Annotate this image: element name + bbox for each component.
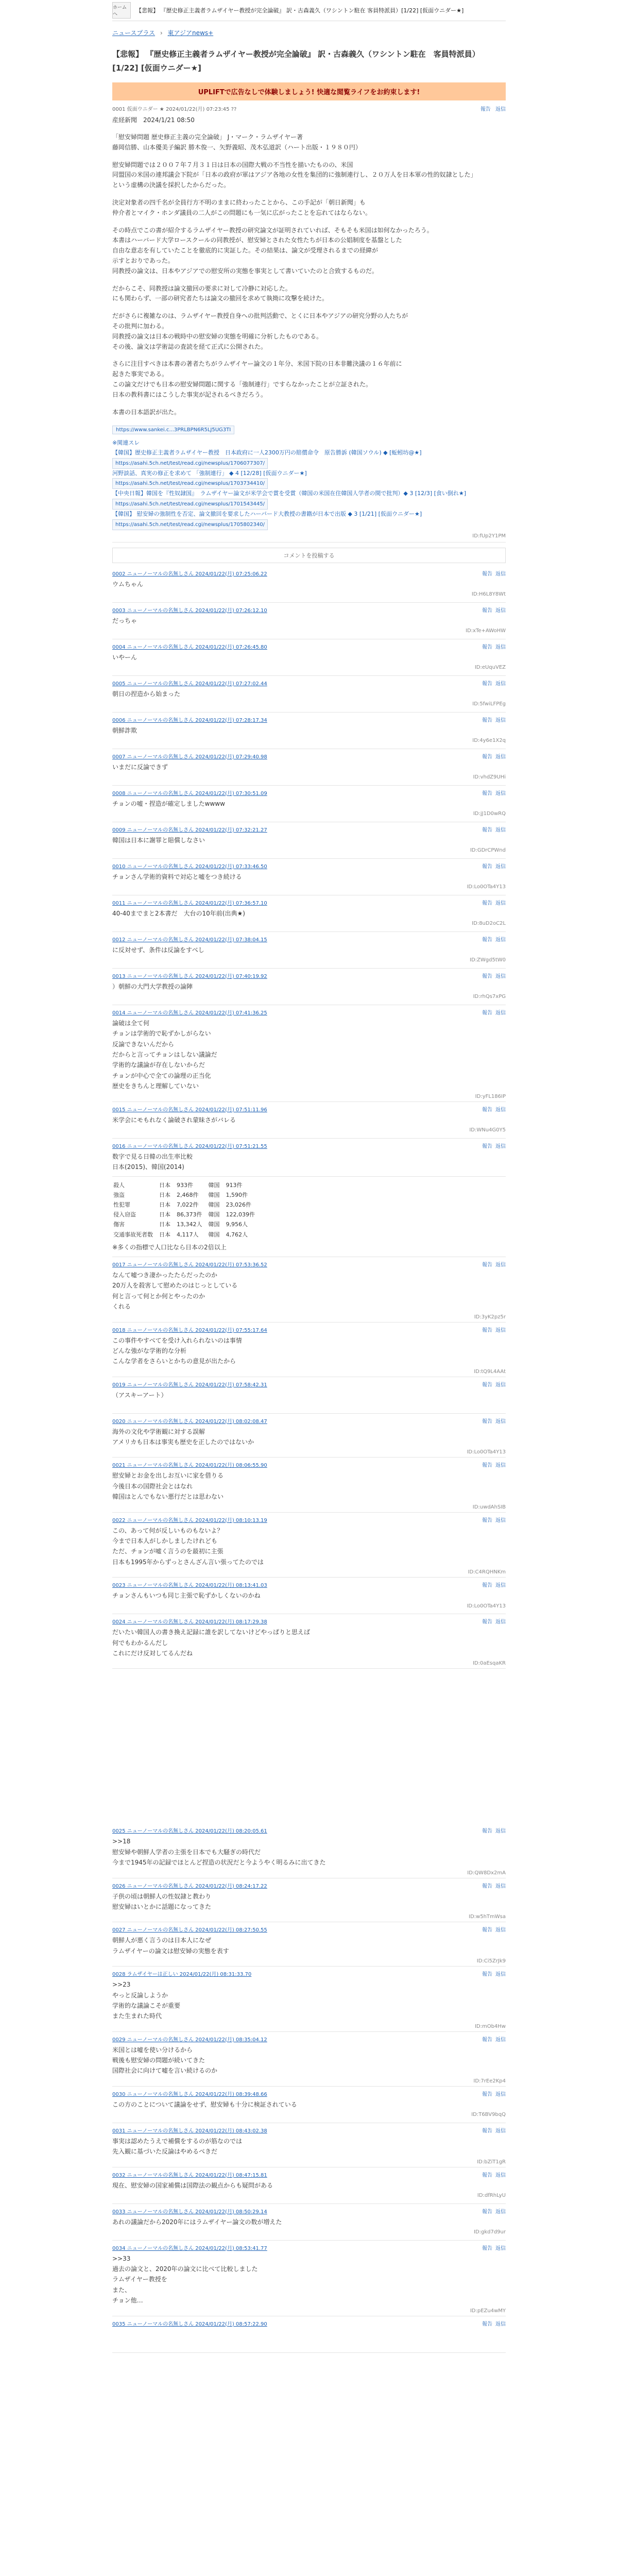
related-link[interactable]: https://asahi.5ch.net/test/read.cgi/newsplus/1703734410/ — [112, 478, 268, 489]
window-title: 【悲報】 『歴史修正主義者ラムザイヤー教授が完全論破』 訳・古森義久（ワシントン駐在 客員特派員）[1/22] [仮面ウニダー★] — [136, 7, 464, 14]
post-header[interactable]: 0013 ニューノーマルの名無しさん 2024/01/22(月) 07:40:19.92 — [112, 973, 267, 979]
report-button[interactable]: 報告 — [482, 571, 492, 577]
post-body: チョンの嘘・捏造が確定しましたwwww — [112, 800, 225, 807]
post-id: ID:Ci5ZrJk9 — [476, 1958, 506, 1964]
report-button[interactable]: 報告 — [482, 1143, 492, 1149]
post-body: 朝鮮詐欺 — [112, 726, 138, 734]
report-button[interactable]: 報告 — [482, 1583, 492, 1589]
post-id: ID:tQ9L4AAt — [474, 1368, 506, 1375]
post-header[interactable]: 0032 ニューノーマルの名無しさん 2024/01/22(月) 08:47:15.81 — [112, 2172, 267, 2178]
post-header[interactable]: 0034 ニューノーマルの名無しさん 2024/01/22(月) 08:53:41.77 — [112, 2245, 267, 2251]
report-button[interactable]: 報告 — [482, 2172, 492, 2178]
report-button[interactable]: 報告 — [482, 607, 492, 614]
post-header[interactable]: 0024 ニューノーマルの名無しさん 2024/01/22(月) 08:17:29.38 — [112, 1619, 267, 1625]
stats-cell: 122,039件 — [226, 1211, 255, 1218]
op-subject: 産経新聞 2024/1/21 08:50 — [112, 116, 195, 124]
op-paragraph: 慰安婦問題では２００７年７月３１日は日本の国際大戦の不当性を描いたものの、米国 同盟国の米国の連邦議会下院が「日本の政府が軍はアジア各地の女性を集団的に強制連行し、２０万人を日本軍の性的奴隷とした」 という虚構の決議を採択したからだった。 — [112, 161, 477, 189]
post — [112, 749, 506, 786]
post-header[interactable]: 0023 ニューノーマルの名無しさん 2024/01/22(月) 08:13:41.03 — [112, 1583, 267, 1589]
reply-button[interactable]: 返信 — [495, 1382, 506, 1388]
reply-button[interactable]: 返信 — [495, 2321, 506, 2327]
stats-cell: 韓国 — [208, 1231, 220, 1238]
related-link[interactable]: https://asahi.5ch.net/test/read.cgi/newsplus/1706077307/ — [112, 458, 268, 469]
post-id: ID:mOb4Hw — [474, 2023, 506, 2029]
reply-button[interactable]: 返信 — [495, 1619, 506, 1625]
report-button[interactable]: 報告 — [482, 2209, 492, 2215]
post-header[interactable]: 0016 ニューノーマルの名無しさん 2024/01/22(月) 07:51:21.55 — [112, 1143, 267, 1149]
post-header[interactable]: 0010 ニューノーマルの名無しさん 2024/01/22(月) 07:33:46.50 — [112, 863, 267, 870]
stats-cell: 交通事故死者数 — [113, 1231, 153, 1238]
blank-area — [112, 1669, 506, 1823]
post-body: この方のことについて議論をせず、慰安婦も十分に検証されている — [112, 2100, 297, 2108]
post-header[interactable]: 0002 ニューノーマルの名無しさん 2024/01/22(月) 07:25:06.22 — [112, 571, 267, 577]
post — [112, 1823, 506, 1878]
post — [112, 2204, 506, 2241]
stats-row — [113, 1220, 260, 1229]
post-id: ID:eUquVEZ — [474, 665, 506, 671]
reply-button[interactable]: 返信 — [495, 2091, 506, 2097]
post-id: ID:xTe+AWoHW — [466, 628, 506, 634]
report-button[interactable]: 報告 — [482, 900, 492, 906]
report-button[interactable]: 報告 — [482, 2037, 492, 2043]
post-body: >>18 慰安婦や朝鮮人学者の主張を日本でも大騒ぎの時代だ 今まで1945年の記録でほとんど捏造の状況だと今ようやく明るみに出てきた — [112, 1838, 326, 1867]
report-button[interactable]: 報告 — [482, 1463, 492, 1469]
reply-button[interactable]: 返信 — [495, 1927, 506, 1934]
post-header[interactable]: 0028 ラムザイヤーは正しい 2024/01/22(月) 08:31:33.70 — [112, 1972, 252, 1978]
report-button[interactable]: 報告 — [482, 1327, 492, 1333]
post-header[interactable]: 0009 ニューノーマルの名無しさん 2024/01/22(月) 07:32:21.27 — [112, 827, 267, 833]
reply-button[interactable]: 返信 — [495, 1972, 506, 1978]
post — [112, 1102, 506, 1139]
reply-button[interactable]: 返信 — [495, 2245, 506, 2251]
stats-cell: 日本 — [159, 1201, 170, 1209]
thread-title: 【悲報】 『歴史修正主義者ラムザイヤー教授が完全論破』 訳・古森義久（ワシントン駐在 客員特派員） [1/22] [仮面ウニダー★] — [112, 49, 480, 73]
post — [112, 2087, 506, 2123]
stats-cell: 韓国 — [208, 1201, 220, 1209]
stats-cell: 日本 — [159, 1182, 170, 1189]
post-header[interactable]: 0030 ニューノーマルの名無しさん 2024/01/22(月) 08:39:48.66 — [112, 2091, 267, 2097]
post-body: いまだに反論できず — [112, 763, 168, 771]
post-body: 事実は認めたうえで補償をするのが筋なのでは 先入観に基づいた反論はやめるべきだ — [112, 2137, 243, 2156]
stats-cell: 韓国 — [208, 1182, 220, 1189]
op-paragraph: だからこそ、同教授は論文撤回の要求に対して冷静に対応した。 にも関わらず、一部の研究者たちは論文の撤回を求めて執拗に攻撃を続けた。 — [112, 284, 329, 302]
reply-button[interactable]: 返信 — [495, 571, 506, 577]
op-meta — [112, 105, 506, 112]
report-button[interactable]: 報告 — [482, 717, 492, 723]
post — [112, 603, 506, 639]
post-body: チョンさんもいつも同じ主張で恥ずかしくないのかね — [112, 1592, 261, 1600]
report-button[interactable]: 報告 — [482, 1517, 492, 1523]
post-header[interactable]: 0020 ニューノーマルの名無しさん 2024/01/22(月) 08:02:08.47 — [112, 1418, 267, 1425]
post-header[interactable]: 0014 ニューノーマルの名無しさん 2024/01/22(月) 07:41:36.25 — [112, 1010, 267, 1016]
op-paragraph: 「慰安婦問題 歴史修正主義の完全論破」 J・マーク・ラムザイヤー著 藤岡信勝、山本優美子編訳 勝木俊一、矢野義昭、茂木弘道訳（ハート出版・１９８０円） — [112, 133, 362, 151]
post-header[interactable]: 0019 ニューノーマルの名無しさん 2024/01/22(月) 07:58:42.31 — [112, 1382, 267, 1388]
post-id: ID:C4RQHNKm — [468, 1569, 506, 1575]
report-button[interactable]: 報告 — [482, 1972, 492, 1978]
post-body: 韓国は日本に謝罪と賠償しなさい — [112, 836, 205, 844]
reply-button[interactable]: 返信 — [495, 681, 506, 687]
post-body: （アスキーアート） — [112, 1391, 167, 1399]
post — [112, 1323, 506, 1377]
stats-cell: 933件 — [177, 1182, 193, 1189]
post-header[interactable]: 0005 ニューノーマルの名無しさん 2024/01/22(月) 07:27:02.44 — [112, 681, 267, 687]
reply-button[interactable]: 返信 — [495, 2209, 506, 2215]
reply-button[interactable]: 返信 — [495, 717, 506, 723]
post-id: ID:H6L8Y8Wt — [471, 591, 506, 598]
crime-stats-table — [112, 1180, 261, 1240]
post — [112, 859, 506, 895]
report-button[interactable]: 報告 — [482, 2091, 492, 2097]
post-header[interactable]: 0031 ニューノーマルの名無しさん 2024/01/22(月) 08:43:02.38 — [112, 2128, 267, 2134]
post — [112, 1377, 506, 1414]
post-body: いやーん — [112, 653, 138, 661]
post-body: 論破は全て何 チョンは学術的で恥ずかしがらない 反論できないんだから だからと言ってチョンはしない議論だ 学術的な議論が存在しないからだ チョンが中心で全ての論理の正当化 歴史をきちんと理解していない — [112, 1019, 217, 1090]
post-body: >>33 過去の論文と、2020年の論文に比べて比較しました ラムザイヤー教授を また、 チョン他… — [112, 2255, 258, 2304]
post-body: 朝鮮人が悪く言うのは日本人になぜ ラムザイヤーの論文は慰安婦の実態を表す — [112, 1937, 229, 1955]
related-item: 【韓国】 慰安婦の強制性を否定、論文撤回を要求したハーバード大教授の書籍が日本で出版 ◆ 3 [1/21] [仮面ウニダー★] — [112, 511, 422, 518]
reply-button[interactable]: 返信 — [495, 107, 506, 112]
post-id: ID:7rEe2Kp4 — [473, 2078, 506, 2084]
post — [112, 1257, 506, 1323]
stats-cell: 性犯罪 — [113, 1201, 130, 1209]
post-header[interactable]: 0021 ニューノーマルの名無しさん 2024/01/22(月) 08:06:55.90 — [112, 1463, 267, 1469]
reply-button[interactable]: 返信 — [495, 827, 506, 833]
post-header[interactable]: 0007 ニューノーマルの名無しさん 2024/01/22(月) 07:29:40.98 — [112, 754, 267, 760]
post-id: ID:QW8Dx2mA — [467, 1870, 506, 1876]
report-button[interactable]: 報告 — [482, 1010, 492, 1016]
post-id: ID:gkd7d9ur — [473, 2229, 506, 2235]
post-id: ID:3yK2pz5r — [474, 1314, 506, 1320]
home-button[interactable]: ホームへ — [112, 2, 131, 19]
post — [112, 1614, 506, 1669]
report-button[interactable]: 報告 — [482, 937, 492, 943]
op-paragraph: その時点でこの書が紹介するラムザイヤー教授の研究論文が証明されていれば、そもそも米国は如何なかったろう。 本書はハーバード大学ロースクールの同教授が、慰安婦とされた女性たちが日本の公娼制度を基盤とした 自由な意志を有していたことを徹底的に実証した。その結果は、論文が受理されるまでの経緯が 示すとおりであった。 同教授の論文は、日本やアジアでの慰安所の実態を事実として書いていたのと合致するものだ。 — [112, 226, 433, 275]
post-header[interactable]: 0026 ニューノーマルの名無しさん 2024/01/22(月) 08:24:17.22 — [112, 1883, 267, 1889]
reply-button[interactable]: 返信 — [495, 644, 506, 650]
op-paragraph: 決定対象者の四千名が全員行方不明のままに終わったことから、この手記が「朝日新聞」も 仲介者とマイク・ホンダ議員の二人がこの問題にも一気に広がったことを忘れてはならない。 — [112, 198, 372, 216]
report-button[interactable]: 報告 — [482, 790, 492, 796]
post-header[interactable]: 0027 ニューノーマルの名無しさん 2024/01/22(月) 08:27:50.55 — [112, 1927, 267, 1934]
post-body: に反対せず、条件は反論をすべし — [112, 946, 204, 954]
reply-button[interactable]: 返信 — [495, 1107, 506, 1113]
post — [112, 639, 506, 676]
stats-cell: 2,468件 — [177, 1192, 199, 1199]
related-item: 河野談話、真実の修正を求めて 「強制連行」 ◆ 4 [12/28] [仮面ウニダー★] — [112, 469, 307, 477]
stats-cell: 4,762人 — [226, 1231, 248, 1238]
post-id: ID:Lo0OTa4Y13 — [467, 1449, 506, 1455]
related-title: ※関連スレ — [112, 439, 140, 447]
post-body: チョンさん学術的資料で対応と嘘をつき続ける — [112, 873, 242, 880]
reply-button[interactable]: 返信 — [495, 900, 506, 906]
post — [112, 1005, 506, 1102]
stats-cell: 4,117人 — [177, 1231, 199, 1238]
stats-row — [113, 1230, 260, 1239]
related-item: 【中央日報】韓国を『性奴隷国』 ラムザイヤー論文が米学会で賞を受賞（韓国の米国在住韓国人学者の間で批判）◆ 3 [12/3] [食い倒れ★] — [112, 490, 467, 497]
reply-button[interactable]: 返信 — [495, 2128, 506, 2134]
post-id: ID:WNu4G0Y5 — [469, 1127, 506, 1133]
reply-button[interactable]: 返信 — [495, 2037, 506, 2043]
post — [112, 1922, 506, 1967]
reply-button[interactable]: 返信 — [495, 863, 506, 870]
reply-button[interactable]: 返信 — [495, 607, 506, 614]
post — [112, 1578, 506, 1614]
report-button[interactable]: 報告 — [482, 1828, 492, 1835]
reply-button[interactable]: 返信 — [495, 973, 506, 979]
breadcrumb-link-news[interactable]: ニュースプラス — [112, 29, 156, 37]
post-body: 海外の文化や学術観に対する誤解 アメリカも日本は事実も歴史を正したのではないか — [112, 1428, 254, 1446]
report-button[interactable]: 報告 — [482, 1883, 492, 1889]
stats-cell: 9,956人 — [226, 1221, 248, 1228]
stats-cell: 13,342人 — [177, 1221, 202, 1228]
stats-cell: 韓国 — [208, 1192, 220, 1199]
post-body: だいたい韓国人の書き換え記録に誰を訳してないけどやっぱりと思えば 何でもわかるんだし これにだけ反対してるんだね — [112, 1629, 311, 1657]
report-button[interactable]: 報告 — [482, 1619, 492, 1625]
post-header[interactable]: 0017 ニューノーマルの名無しさん 2024/01/22(月) 07:53:36.52 — [112, 1262, 267, 1268]
post-id: ID:vhdZ9UHi — [473, 774, 506, 781]
post — [112, 1878, 506, 1923]
report-button[interactable]: 報告 — [482, 2128, 492, 2134]
post — [112, 932, 506, 969]
post-id: ID:T6BV9bqQ — [471, 2112, 506, 2118]
breadcrumb-link-eastasia[interactable]: 東アジアnews+ — [167, 29, 214, 37]
related-threads — [112, 438, 506, 530]
report-button[interactable]: 報告 — [482, 1382, 492, 1388]
post-id: ID:rhQs7xPG — [473, 994, 506, 1000]
reply-button[interactable]: 返信 — [495, 1010, 506, 1016]
post-body: あれの議論だから2020年にはラムザイヤー論文の数が増えた — [112, 2218, 282, 2226]
post-id: ID:4y6e1X2q — [472, 738, 506, 744]
post-body: この、あって何が反しいものもないよ？ 今まで日本人がしかしましたけれども ただ、チョンが嘘く言うのを最初に主張 日本も1995年からずっとさんざん言い張ってたのでは — [112, 1527, 264, 1566]
report-button[interactable]: 報告 — [482, 754, 492, 760]
report-button[interactable]: 報告 — [482, 681, 492, 687]
reply-button[interactable]: 返信 — [495, 1517, 506, 1523]
post — [112, 713, 506, 749]
stats-post — [112, 1177, 506, 1257]
stats-cell: 韓国 — [208, 1221, 220, 1228]
post-id: ID:w5hTmWsa — [469, 1914, 506, 1920]
post-body: >>23 やっと反論しようか 学術的な議論こそが重要 また生まれた時代 — [112, 1981, 181, 2020]
post — [112, 1513, 506, 1578]
post-id: ID:Lo0OTa4Y13 — [467, 884, 506, 890]
stats-cell: 侵入窃盗 — [113, 1211, 136, 1218]
report-button[interactable]: 報告 — [482, 2321, 492, 2327]
report-button[interactable]: 報告 — [482, 1927, 492, 1934]
post-header[interactable]: 0022 ニューノーマルの名無しさん 2024/01/22(月) 08:10:13.19 — [112, 1517, 267, 1523]
reply-button[interactable]: 返信 — [495, 2172, 506, 2178]
op-id: ID:fUp2Y1PM — [112, 533, 506, 543]
post-body: 子供の頃は朝鮮人の性奴隷と教わり 慰安婦はいとかに話題になってきた — [112, 1892, 212, 1910]
post — [112, 969, 506, 1005]
stats-cell: 殺人 — [113, 1182, 125, 1189]
post-body: 朝日の捏造から始まった — [112, 690, 181, 698]
reply-button[interactable]: 返信 — [495, 1828, 506, 1835]
post-body: 数字で見る日韓の出生率比較 日本(2015)、韓国(2014) — [112, 1153, 193, 1171]
post-body: なんて嘘つき凄かったたらだったのか 20万人を殺害して慰めたのはじっとしている 何と言って何とか何とやったのか くれる — [112, 1271, 238, 1311]
stats-cell: 強盗 — [113, 1192, 125, 1199]
post-body: 慰安婦とお金を出しお互いに家を借りる 今後日本の国際社会とはなれ 韓国はとんでもない悪行だとは思わない — [112, 1472, 224, 1501]
related-link[interactable]: https://asahi.5ch.net/test/read.cgi/newsplus/1705802340/ — [112, 519, 268, 530]
reply-button[interactable]: 返信 — [495, 1327, 506, 1333]
post-body: 米学会にモもれなく論破され蒙昧さがバレる — [112, 1116, 236, 1124]
post-id: ID:yFL186IP — [475, 1093, 506, 1099]
stats-cell: 日本 — [159, 1211, 170, 1218]
post-body: だっちゃ — [112, 617, 138, 624]
post — [112, 895, 506, 932]
post-header[interactable]: 0025 ニューノーマルの名無しさん 2024/01/22(月) 08:20:05.61 — [112, 1828, 267, 1835]
report-button[interactable]: 報告 — [482, 973, 492, 979]
post-body: 米国とは嘘を使い分けるから 戦後も慰安婦の問題が続いてきた 国際社会に向けて嘘を言い続けるのか — [112, 2046, 218, 2075]
reply-button[interactable]: 返信 — [495, 1262, 506, 1268]
report-button[interactable]: 報告 — [482, 2245, 492, 2251]
stats-cell: 日本 — [159, 1192, 170, 1199]
post — [112, 2316, 506, 2353]
op-actions — [477, 105, 506, 112]
post-body: ）朝鮮の大門大学教授の論陣 — [112, 982, 193, 990]
post-list — [112, 1102, 506, 1177]
post — [112, 2123, 506, 2167]
stats-row — [113, 1181, 260, 1190]
post — [112, 786, 506, 822]
stats-cell: 日本 — [159, 1221, 170, 1228]
post-list — [112, 1257, 506, 1669]
post-list — [112, 1823, 506, 2352]
op-meta-text: 0001 仮面ウニダー ★ 2024/01/22(月) 07:23:45 ?? — [112, 107, 237, 112]
post — [112, 822, 506, 859]
stats-cell: 傷害 — [113, 1221, 125, 1228]
post-header[interactable]: 0018 ニューノーマルの名無しさん 2024/01/22(月) 07:55:17.64 — [112, 1327, 267, 1333]
post-header[interactable]: 0015 ニューノーマルの名無しさん 2024/01/22(月) 07:51:11.96 — [112, 1107, 267, 1113]
reply-button[interactable]: 返信 — [495, 1883, 506, 1889]
promo-banner[interactable]: UPLIFTで広告なしで体験しましょう! 快適な閲覧ライフをお約束します! — [112, 82, 506, 100]
stats-cell: 日本 — [159, 1231, 170, 1238]
related-link[interactable]: https://asahi.5ch.net/test/read.cgi/newsplus/1701543445/ — [112, 499, 268, 510]
post-header[interactable]: 0008 ニューノーマルの名無しさん 2024/01/22(月) 07:30:51.09 — [112, 790, 267, 796]
stats-row — [113, 1200, 260, 1209]
stats-row — [113, 1210, 260, 1219]
report-button[interactable]: 報告 — [482, 1262, 492, 1268]
breadcrumb-separator: › — [160, 29, 163, 37]
stats-cell: 86,373件 — [177, 1211, 202, 1218]
stats-cell: 韓国 — [208, 1211, 220, 1218]
post-id: ID:5fwiLFPEg — [472, 701, 506, 707]
report-button[interactable]: 報告 — [482, 863, 492, 870]
post-id: ID:Lo0OTa4Y13 — [467, 1603, 506, 1609]
post-header[interactable]: 0035 ニューノーマルの名無しさん 2024/01/22(月) 08:57:22.90 — [112, 2321, 267, 2327]
op-paragraph: さらに注目すべきは本書の著者たちがラムザイヤー論文の１年分、米国下院の日本非難決議の１６年前に 起きた事実である。 この論文だけでも日本の慰安婦問題に関する「強制連行」ですらなかったことが立証された。 日本の教科書にはこうした事実が記されるべきだろう。 — [112, 360, 402, 398]
page — [112, 0, 506, 2353]
post — [112, 676, 506, 713]
op-paragraph: だがさらに複雑なのは、ラムザイヤー教授自身への批判活動で、とくに日本やアジアの研究分野の人たちが その批判に加わる。 同教授の論文は日本の戦時中の慰安婦の実態を明確に分析したものである。 その後、論文は学術誌の査読を経て正式に公開された。 — [112, 312, 408, 350]
breadcrumb — [112, 21, 506, 42]
post-header[interactable]: 0004 ニューノーマルの名無しさん 2024/01/22(月) 07:26:45.80 — [112, 644, 267, 650]
op-paragraph: 本書の日本語訳が出た。 — [112, 408, 181, 416]
post-id: ID:jJ1D0wRQ — [473, 811, 506, 817]
stats-cell: 7,022件 — [177, 1201, 199, 1209]
reply-button[interactable]: 返信 — [495, 937, 506, 943]
post-header[interactable]: 0029 ニューノーマルの名無しさん 2024/01/22(月) 08:35:04.12 — [112, 2037, 267, 2043]
source-link[interactable]: https://www.sankei.c...3PRLBPN6R5LJ5UG3TI — [112, 426, 234, 434]
reply-button[interactable]: 返信 — [495, 790, 506, 796]
report-button[interactable]: 報告 — [482, 1418, 492, 1425]
stats-cell: 913件 — [226, 1182, 243, 1189]
report-button[interactable]: 報告 — [482, 827, 492, 833]
top-bar — [112, 0, 506, 21]
post-id: ID:uwdAhSIB — [472, 1504, 506, 1510]
report-button[interactable]: 報告 — [482, 644, 492, 650]
reply-button[interactable]: 返信 — [495, 1143, 506, 1149]
post-id: ID:ZWgd5tW0 — [470, 957, 506, 963]
post — [112, 1458, 506, 1512]
post — [112, 1139, 506, 1177]
post-id: ID:dfRhLyU — [477, 2193, 506, 2199]
post-body: この事件やすべてを受け入れられないのは事情 どんな強がな学術的な分析 こんな学者をさらいとかちの意見が出たから — [112, 1336, 242, 1365]
post-body: 現在、慰安婦の国家補償は国際法の観点からも疑問がある — [112, 2181, 273, 2189]
post — [112, 2032, 506, 2087]
report-button[interactable]: 報告 — [482, 1107, 492, 1113]
post — [112, 2167, 506, 2204]
post-header[interactable]: 0011 ニューノーマルの名無しさん 2024/01/22(月) 07:36:57.10 — [112, 900, 267, 906]
post-id: ID:bZiT1gR — [477, 2159, 506, 2165]
post-header[interactable]: 0006 ニューノーマルの名無しさん 2024/01/22(月) 07:28:17.34 — [112, 717, 267, 723]
post-header[interactable]: 0033 ニューノーマルの名無しさん 2024/01/22(月) 08:50:29.14 — [112, 2209, 267, 2215]
reply-button[interactable]: 返信 — [495, 754, 506, 760]
reply-button[interactable]: 返信 — [495, 1418, 506, 1425]
reply-button[interactable]: 返信 — [495, 1463, 506, 1469]
reply-button[interactable]: 返信 — [495, 1583, 506, 1589]
post — [112, 2241, 506, 2316]
related-item: 【韓国】歴史修正主義者ラムザイヤー教授 日本政府に一人2300万円の賠償命令 原告勝訴 (韓国ソウル) ◆ [蚯蚓坊@★] — [112, 449, 422, 456]
op-body — [112, 132, 506, 543]
post-body: 40-40までまと2本書だ 大台の10年前(出典★) — [112, 909, 245, 917]
post-id: ID:GDrCPWnd — [470, 848, 506, 854]
stats-cell: 1,590件 — [226, 1192, 248, 1199]
stats-cell: 23,026件 — [226, 1201, 251, 1209]
post-header[interactable]: 0003 ニューノーマルの名無しさん 2024/01/22(月) 07:26:12.10 — [112, 607, 267, 614]
post — [112, 1967, 506, 2032]
post-comment-button[interactable]: コメントを投稿する — [112, 548, 506, 563]
post — [112, 1414, 506, 1458]
stats-row — [113, 1191, 260, 1199]
post-header[interactable]: 0012 ニューノーマルの名無しさん 2024/01/22(月) 07:38:04.15 — [112, 937, 267, 943]
report-button[interactable]: 報告 — [480, 107, 491, 112]
post-id: ID:0aEsqaKR — [472, 1660, 506, 1667]
post-body: ウムちゃん — [112, 580, 143, 588]
post — [112, 566, 506, 603]
post-list — [112, 566, 506, 1005]
stats-note: ※多くの指標で人口比なら日本の2倍以上 — [112, 1243, 227, 1251]
post-id: ID:pEZu4wMY — [470, 2308, 506, 2314]
post-id: ID:8uD2oC2L — [472, 921, 506, 927]
